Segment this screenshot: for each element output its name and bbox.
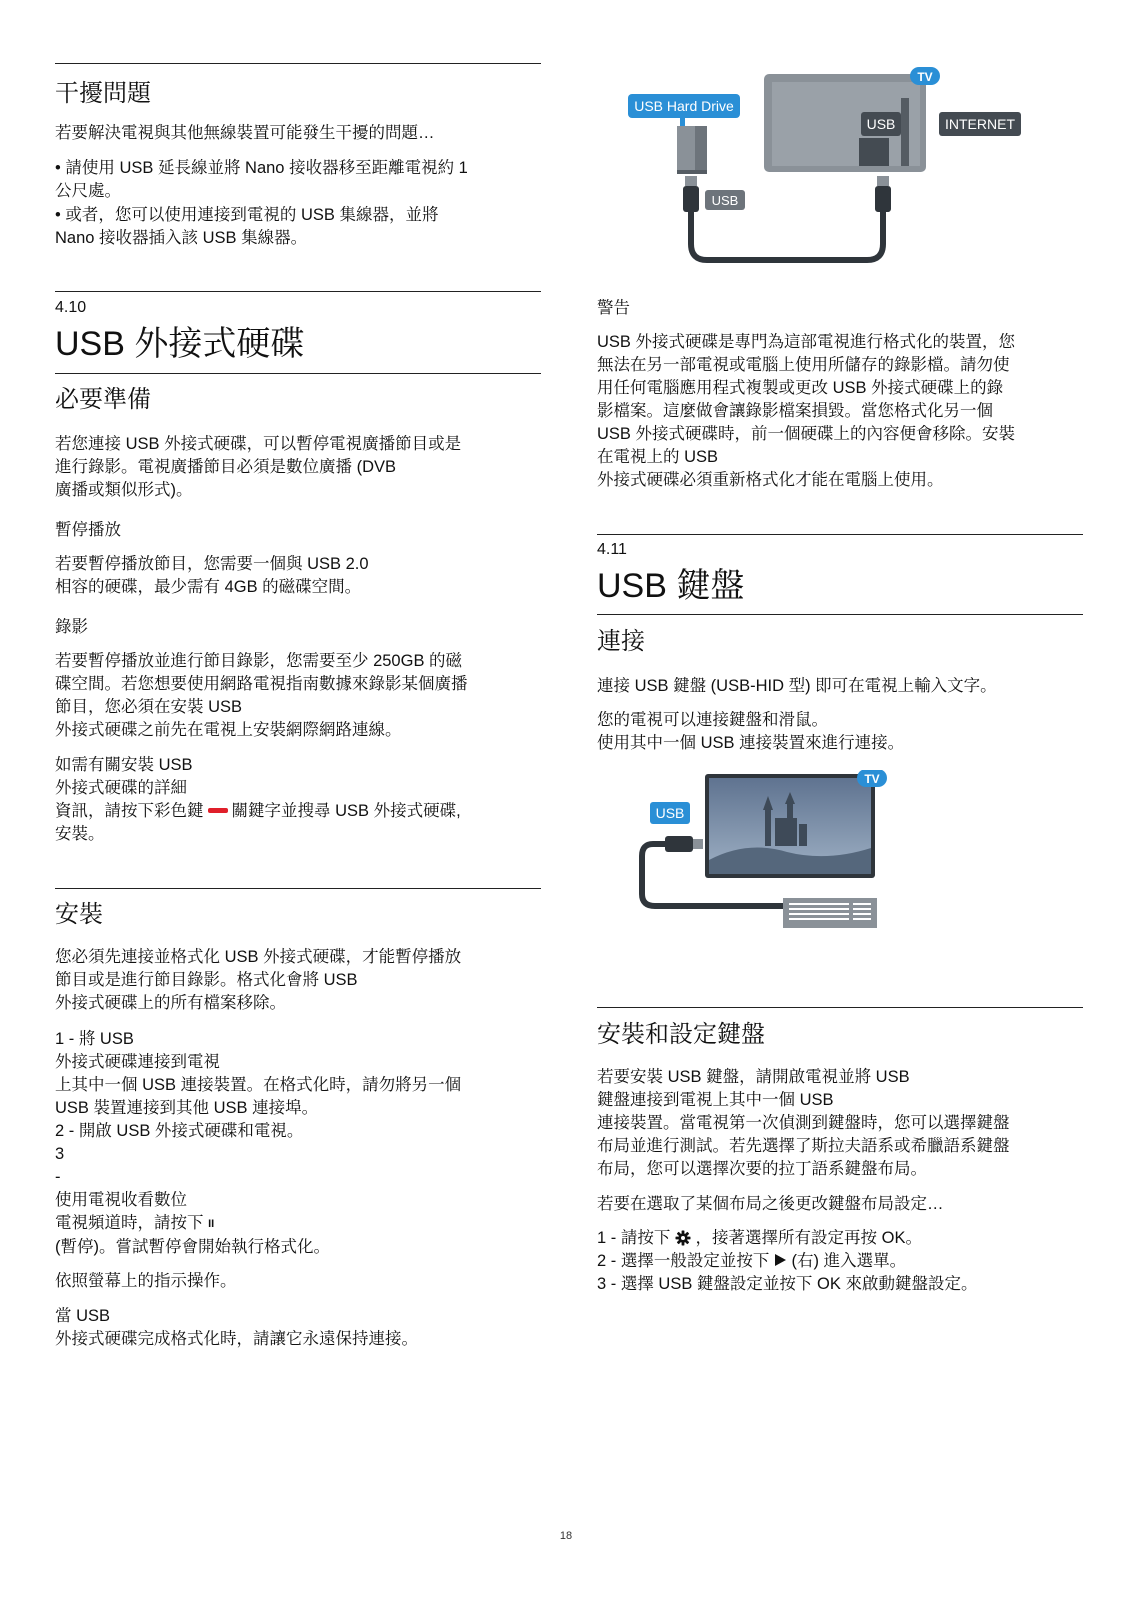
connect-text-1: 連接 USB 鍵盤 (USB-HID 型) 即可在電視上輸入文字。 bbox=[597, 677, 997, 695]
warning-label: 警告 bbox=[597, 299, 630, 317]
chapter-number: 4.11 bbox=[597, 541, 627, 558]
usb-plug-left-tip bbox=[685, 176, 697, 186]
chapter-divider bbox=[55, 291, 541, 292]
connect-text-2: 您的電視可以連接鍵盤和滑鼠。 使用其中一個 USB 連接裝置來進行連接。 bbox=[597, 711, 905, 752]
setup-step-1-text-b: ，接著選擇所有設定再按 OK。 bbox=[695, 1229, 922, 1247]
setup-text-2: 若要在選取了某個布局之後更改鍵盤布局設定… bbox=[597, 1195, 944, 1213]
interference-bullet-1: • 請使用 USB 延長線並將 Nano 接收器移至距離電視約 1 公尺處。 bbox=[55, 159, 468, 200]
info-text-1: 如需有關安裝 USB 外接式硬碟的詳細 資訊，請按下彩色鍵 bbox=[55, 756, 204, 820]
setup-step-2 bbox=[597, 1250, 1083, 1273]
chapter-number: 4.10 bbox=[55, 299, 87, 316]
interference-intro: 若要解決電視與其他無線裝置可能發生干擾的問題… bbox=[55, 124, 435, 142]
chapter-title-usb-keyboard: USB 鍵盤 bbox=[597, 567, 745, 605]
install-intro: 您必須先連接並格式化 USB 外接式硬碟，才能暫停播放 節目或是進行節目錄影。格式化會將 USB 外接式硬碟上的所有檔案移除。 bbox=[55, 948, 462, 1012]
record-label: 錄影 bbox=[55, 618, 88, 636]
setup-text-1: 若要安裝 USB 鍵盤，請開啟電視並將 USB 鍵盤連接到電視上其中一個 USB 連接裝置。當電視第一次偵測到鍵盤時，您可以選擇鍵盤 布局並進行測試。若先選擇了斯拉夫語系或希臘語系鍵盤 布局，您可以選擇次要的拉丁語系鍵盤布局。 bbox=[597, 1068, 1010, 1178]
page-number: 18 bbox=[559, 1530, 573, 1542]
usb-keyboard-diagram bbox=[637, 770, 907, 940]
section-divider bbox=[55, 63, 541, 64]
prereq-text: 若您連接 USB 外接式硬碟，可以暫停電視廣播節目或是 進行錄影。電視廣播節目必須是數位廣播 (DVB 廣播或類似形式)。 bbox=[55, 435, 462, 499]
tv-badge-label: TV bbox=[864, 772, 880, 786]
install-final: 當 USB 外接式硬碟完成格式化時，請讓它永遠保持連接。 bbox=[55, 1307, 418, 1348]
usb-plug-right bbox=[875, 186, 891, 212]
record-text: 若要暫停播放並進行節目錄影，您需要至少 250GB 的磁 碟空間。若您想要使用網路電視指南數據來錄影某個廣播 節目，您必須在安裝 USB 外接式硬碟之前先在電視上安裝網際網路連線。 bbox=[55, 652, 468, 739]
setup-step-2-text-a: 2 - 選擇一般設定並按下 bbox=[597, 1252, 770, 1270]
settings-gear-icon bbox=[675, 1230, 691, 1246]
usb-hard-drive-label: USB Hard Drive bbox=[634, 98, 734, 114]
install-follow: 依照螢幕上的指示操作。 bbox=[55, 1272, 237, 1290]
red-color-key-icon bbox=[208, 808, 228, 813]
install-steps-text: 1 - 將 USB 外接式硬碟連接到電視 上其中一個 USB 連接裝置。在格式化時，請勿將另一個 USB 裝置連接到其他 USB 連接埠。 2 - 開啟 USB 外接式硬碟和電視。 3 - 使用電視收看數位 電視頻道時，請按下 bbox=[55, 1030, 462, 1232]
usb-plug bbox=[665, 836, 693, 852]
pause-icon: II bbox=[208, 1218, 215, 1230]
setup-step-2-text-b: (右) 進入選單。 bbox=[791, 1252, 907, 1270]
usb-badge-label: USB bbox=[655, 805, 685, 821]
setup-step-1-text-a: 1 - 請按下 bbox=[597, 1229, 671, 1247]
hard-drive-side bbox=[695, 126, 707, 170]
info-text-2: 關鍵字並搜尋 USB 外接式硬碟, 安裝。 bbox=[55, 802, 461, 843]
section-divider bbox=[597, 614, 1083, 615]
usb-plug-right-tip bbox=[877, 176, 889, 186]
section-divider bbox=[55, 373, 541, 374]
tv-badge-label: TV bbox=[917, 70, 933, 84]
chapter-divider bbox=[597, 534, 1083, 535]
section-title-interference: 干擾問題 bbox=[55, 80, 151, 107]
usb-cable bbox=[691, 212, 883, 260]
section-title-prerequisites: 必要準備 bbox=[55, 386, 151, 413]
section-title-setup-keyboard: 安裝和設定鍵盤 bbox=[597, 1021, 765, 1048]
right-arrow-icon bbox=[774, 1253, 787, 1267]
interference-bullet-2: • 或者，您可以使用連接到電視的 USB 集線器，並將 Nano 接收器插入該 USB 集線器。 bbox=[55, 206, 439, 247]
section-title-connect: 連接 bbox=[597, 628, 645, 655]
section-divider bbox=[55, 888, 541, 889]
chapter-title-usb-hdd: USB 外接式硬碟 bbox=[55, 325, 305, 363]
internet-label: INTERNET bbox=[945, 116, 1015, 132]
usb-hdd-diagram bbox=[627, 62, 1067, 272]
usb-plug-left bbox=[683, 186, 699, 212]
hard-drive-base bbox=[677, 170, 707, 174]
section-divider bbox=[597, 1007, 1083, 1008]
install-steps-pause: (暫停)。嘗試暫停會開始執行格式化。 bbox=[55, 1238, 330, 1256]
tv-side-bar bbox=[901, 98, 909, 166]
install-steps bbox=[55, 1028, 541, 1259]
warning-text: USB 外接式硬碟是專門為這部電視進行格式化的裝置，您 無法在另一部電視或電腦上使用所儲存的錄影檔。請勿使 用任何電腦應用程式複製或更改 USB 外接式硬碟上的錄 影檔案。這麼做會讓錄影檔案損毀。當您格式化另一個 USB 外接式硬碟時，前一個硬碟上的內容便會移除。安裝 在電視上的 USB 外接式硬碟必須重新格式化才能在電腦上使用。 bbox=[597, 333, 1016, 489]
setup-step-1 bbox=[597, 1227, 1083, 1250]
usb-tv-label: USB bbox=[866, 116, 896, 132]
usb-plug-tip bbox=[693, 839, 703, 849]
tv-usb-port bbox=[859, 138, 889, 166]
usb-cable-label: USB bbox=[711, 193, 739, 208]
section-title-install: 安裝 bbox=[55, 901, 103, 928]
pause-text: 若要暫停播放節目，您需要一個與 USB 2.0 相容的硬碟，最少需有 4GB 的磁碟空間。 bbox=[55, 555, 369, 596]
setup-step-3: 3 - 選擇 USB 鍵盤設定並按下 OK 來啟動鍵盤設定。 bbox=[597, 1275, 978, 1293]
info-paragraph bbox=[55, 754, 541, 846]
pause-label: 暫停播放 bbox=[55, 521, 121, 539]
